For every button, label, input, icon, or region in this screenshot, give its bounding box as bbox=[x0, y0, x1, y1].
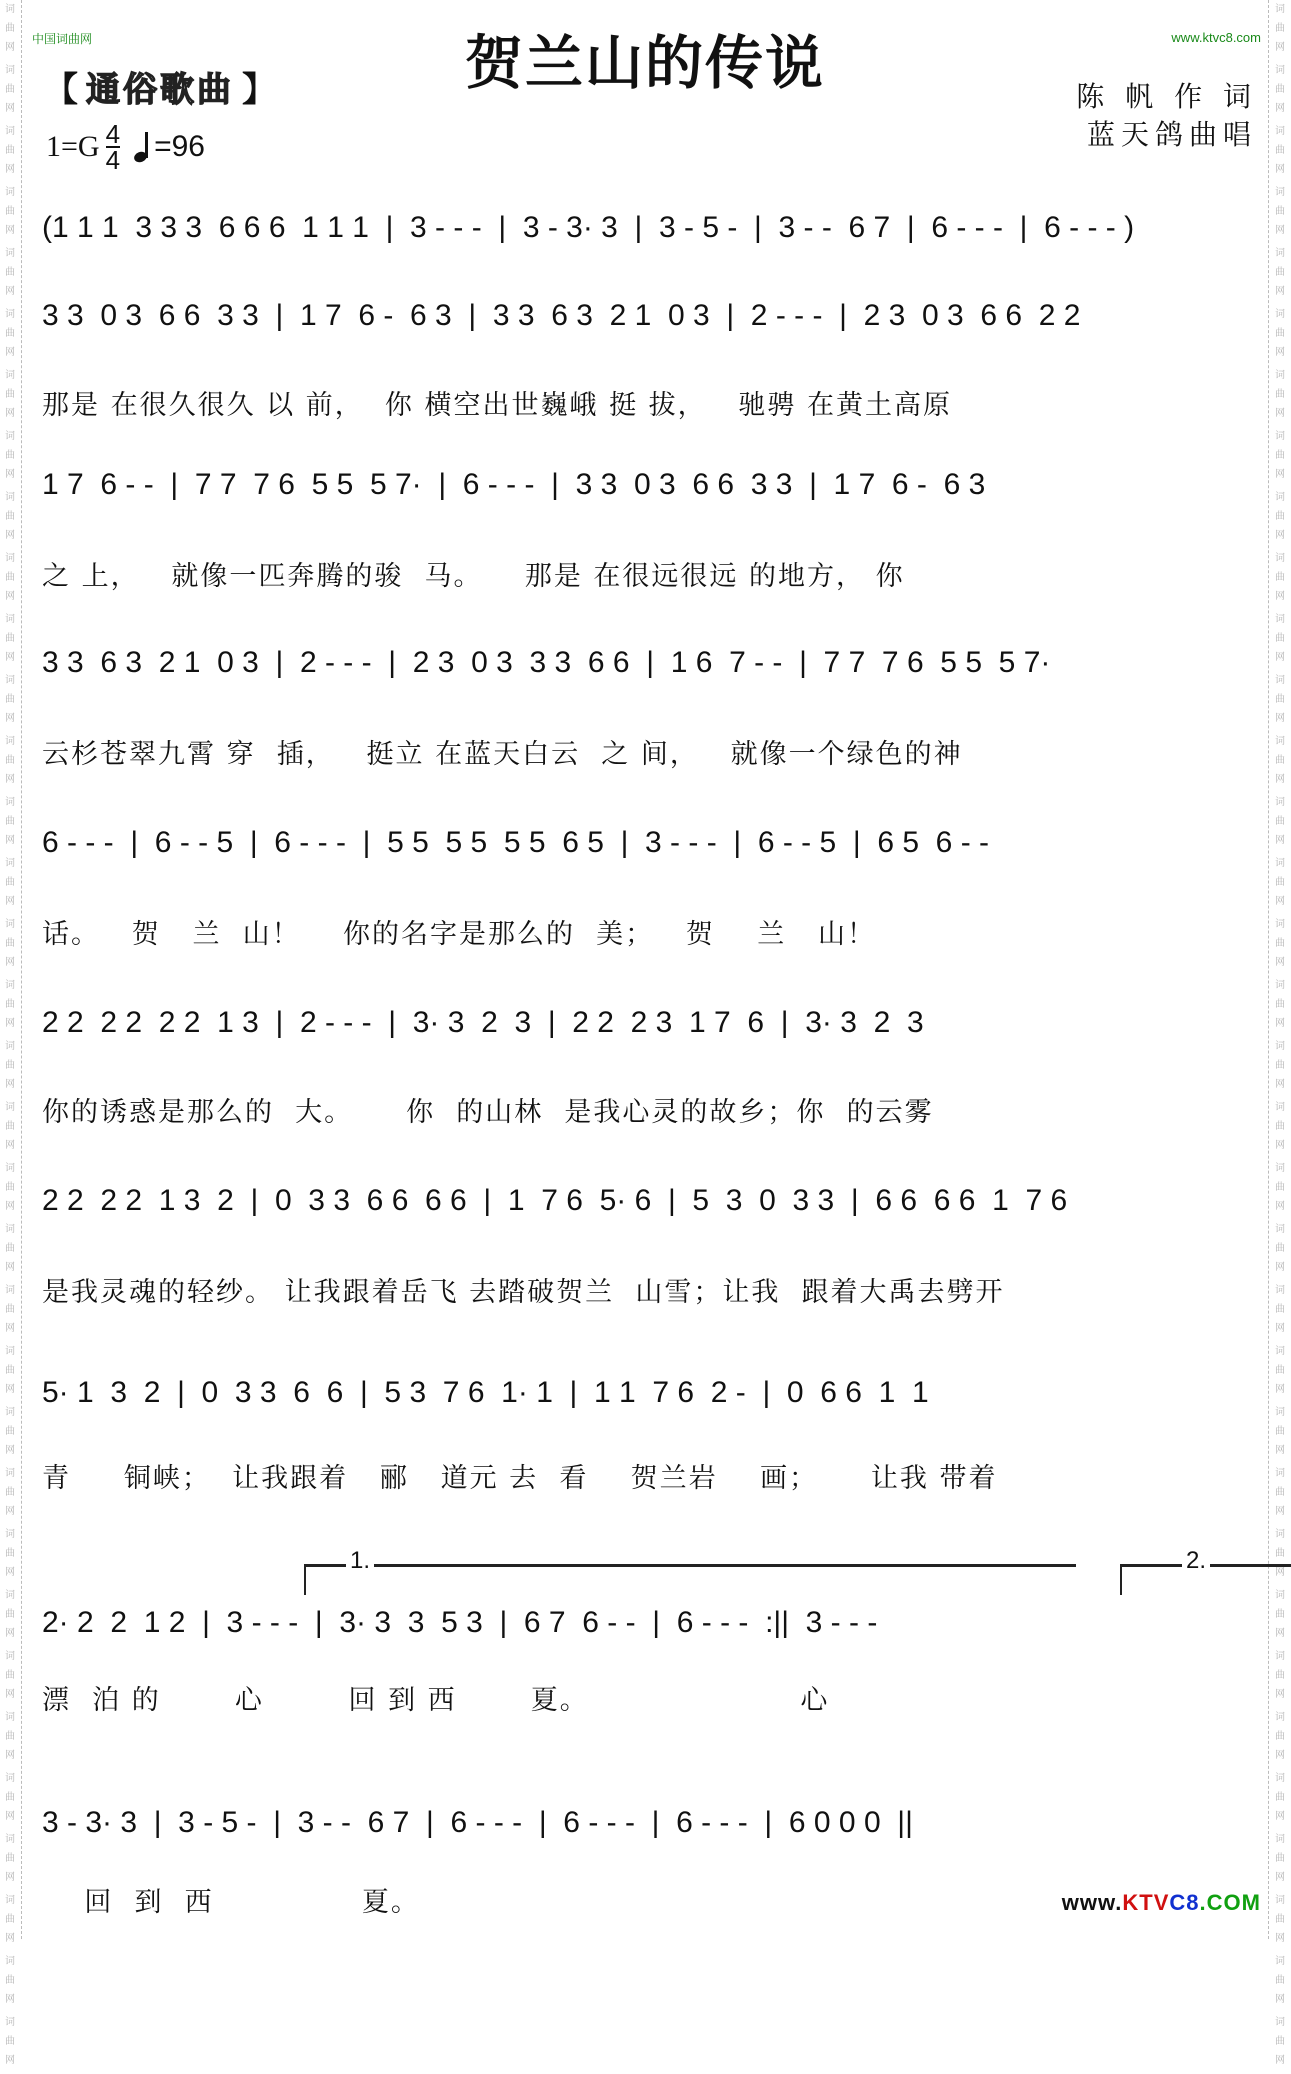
key-text: 1=G bbox=[46, 130, 100, 163]
notation-line: 3 - 3· 3 | 3 - 5 - | 3 - - 6 7 | 6 - - - | 6 - - - | 6 - - - | 6 0 0 0 || bbox=[42, 1806, 913, 1839]
notation-line: 5· 1 3 2 | 0 3 3 6 6 | 5 3 7 6 1· 1 | 1 1 7 6 2 - | 0 6 6 1 1 bbox=[42, 1376, 929, 1409]
tempo: =96 bbox=[154, 130, 205, 163]
time-signature: $\frac{4}{4}$ bbox=[105, 119, 121, 175]
lyrics-line: 话。 贺 兰 山！ 你的名字是那么的 美； 贺 兰 山！ bbox=[42, 919, 876, 950]
notation-line: 2 2 2 2 1 3 2 | 0 3 3 6 6 6 6 | 1 7 6 5· 6 | 5 3 0 3 3 | 6 6 6 6 1 7 6 bbox=[42, 1184, 1068, 1217]
right-watermark-column: 词 曲 网 词 曲 网 词 曲 网 词 曲 网 词 曲 网 词 曲 网 词 曲 网 词 曲 网 词 曲 网 词 曲 网 词 曲 网 词 曲 网 词 曲 网 词 曲 网 词 曲 网 词 曲 网 词 曲 网 词 曲 网 词 曲 网 词 曲 网 词 曲 网 词 曲 网 词 曲 网 词 曲 网 词 曲 网 词 曲 网 词 曲 网 词 曲 网 词 曲 网 词 曲 网 词 曲 网 词 曲 网 词 曲 网 词 曲 网 bbox=[1275, 4, 1285, 2066]
credits bbox=[1076, 78, 1257, 154]
lyrics-line: 漂 泊 的 心 回 到 西 夏。 心 bbox=[42, 1685, 830, 1716]
lyrics-line: 青 铜峡； 让我跟着 郦 道元 去 看 贺兰岩 画； 让我 带着 bbox=[42, 1463, 998, 1494]
site-name: 中国词曲网 bbox=[32, 32, 93, 46]
notation-line: (1 1 1 3 3 3 6 6 6 1 1 1 | 3 - - - | 3 - 3· 3 | 3 - 5 - | 3 - - 6 7 | 6 - - - | 6 - - - ) bbox=[42, 211, 1135, 244]
first-ending-bracket: 1. bbox=[304, 1564, 1076, 1595]
lyrics-line: 你的诱惑是那么的 大。 你 的山林 是我心灵的故乡；你 的云雾 bbox=[42, 1097, 934, 1128]
quarter-note-icon bbox=[134, 132, 148, 162]
genre-text: 通俗歌曲 bbox=[86, 70, 234, 110]
key-signature bbox=[46, 119, 205, 175]
notation-line: 3 3 0 3 6 6 3 3 | 1 7 6 - 6 3 | 3 3 6 3 2 1 0 3 | 2 - - - | 2 3 0 3 6 6 2 2 bbox=[42, 299, 1081, 332]
notation-line: 6 - - - | 6 - - 5 | 6 - - - | 5 5 5 5 5 5 6 5 | 3 - - - | 6 - - 5 | 6 5 6 - - bbox=[42, 826, 990, 859]
notation-line: 2 2 2 2 2 2 1 3 | 2 - - - | 3· 3 2 3 | 2 2 2 3 1 7 6 | 3· 3 2 3 bbox=[42, 1006, 924, 1039]
right-bracket: 】 bbox=[242, 70, 276, 110]
notation-line: 1 7 6 - - | 7 7 7 6 5 5 5 7· | 6 - - - | 3 3 0 3 6 6 3 3 | 1 7 6 - 6 3 bbox=[42, 468, 986, 501]
right-border bbox=[1268, 0, 1269, 1939]
lyrics-line: 云杉苍翠九霄 穿 插， 挺立 在蓝天白云 之 间， 就像一个绿色的神 bbox=[42, 739, 963, 770]
notation-line: 3 3 6 3 2 1 0 3 | 2 - - - | 2 3 0 3 3 3 6 6 | 1 6 7 - - | 7 7 7 6 5 5 5 7· bbox=[42, 646, 1051, 679]
left-bracket: 【 bbox=[44, 70, 78, 110]
lyrics-line: 是我灵魂的轻纱。 让我跟着岳飞 去踏破贺兰 山雪；让我 跟着大禹去劈开 bbox=[42, 1277, 1005, 1308]
lyrics-line: 那是 在很久很久 以 前， 你 横空出世巍峨 挺 拔， 驰骋 在黄土高原 bbox=[42, 390, 952, 421]
site-url[interactable]: www.ktvc8.com bbox=[1171, 30, 1261, 45]
lyricist: 陈 帆 作 词 bbox=[1076, 80, 1257, 113]
second-ending-bracket: 2. bbox=[1120, 1564, 1291, 1595]
notation-line: 2· 2 2 1 2 | 3 - - - | 3· 3 3 5 3 | 6 7 6 - - | 6 - - - :|| 3 - - - bbox=[42, 1606, 878, 1639]
genre-label bbox=[44, 62, 276, 111]
song-title: 贺兰山的传说 bbox=[465, 29, 826, 97]
footer-site-logo[interactable]: www.KTVC8.COM bbox=[1061, 1890, 1261, 1915]
lyrics-line: 之 上， 就像一匹奔腾的骏 马。 那是 在很远很远 的地方， 你 bbox=[42, 561, 905, 592]
lyrics-line: 回 到 西 夏。 bbox=[42, 1887, 420, 1918]
left-watermark-column: 词 曲 网 词 曲 网 词 曲 网 词 曲 网 词 曲 网 词 曲 网 词 曲 网 词 曲 网 词 曲 网 词 曲 网 词 曲 网 词 曲 网 词 曲 网 词 曲 网 词 曲 网 词 曲 网 词 曲 网 词 曲 网 词 曲 网 词 曲 网 词 曲 网 词 曲 网 词 曲 网 词 曲 网 词 曲 网 词 曲 网 词 曲 网 词 曲 网 词 曲 网 词 曲 网 词 曲 网 词 曲 网 词 曲 网 词 曲 网 bbox=[5, 4, 15, 2066]
left-border bbox=[21, 0, 22, 1939]
composer-singer: 蓝天鸽曲唱 bbox=[1086, 118, 1257, 151]
